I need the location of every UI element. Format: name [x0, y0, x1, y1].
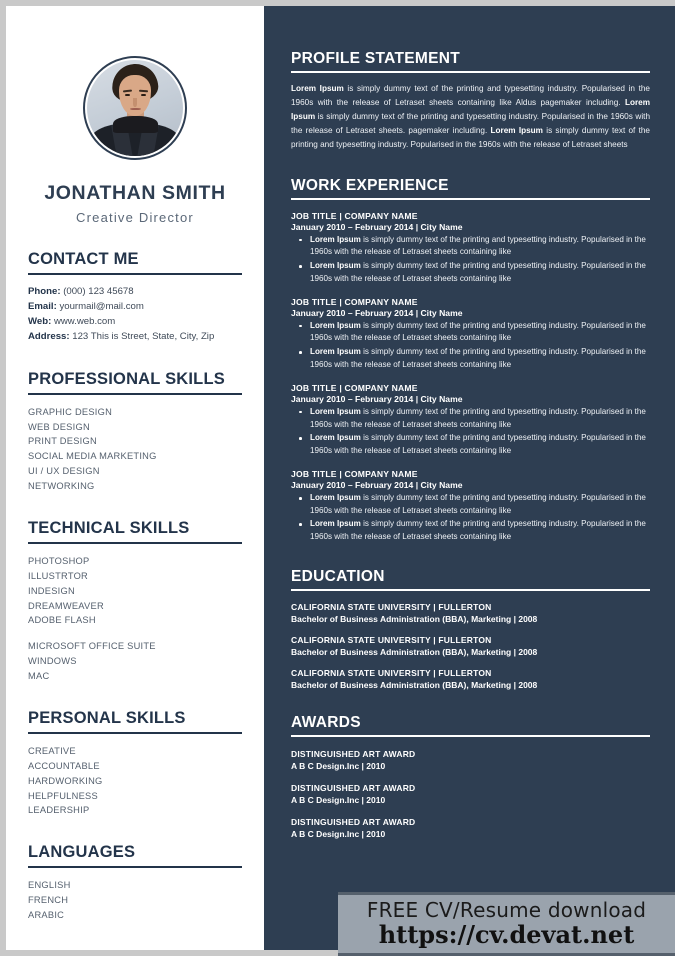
list-item: ARABIC: [28, 910, 65, 920]
watermark-tagline: FREE CV/Resume download: [366, 898, 647, 923]
personal-skills-list: [28, 744, 242, 818]
education-entry: [291, 668, 650, 690]
bullet-text: is simply dummy text of the printing and typesetting industry. Popularised in the 1960s with the release of Letraset sheets containing like: [310, 406, 646, 429]
bullet-lead: Lorem Ipsum: [310, 261, 361, 271]
contact-value-phone: (000) 123 45678: [63, 286, 134, 297]
list-item: DREAMWEAVER: [28, 600, 104, 611]
job-title: JOB TITLE | COMPANY NAME: [291, 210, 418, 221]
bullet-text: is simply dummy text of the printing and typesetting industry. Popularised in the 1960s with the release of Letraset sheets containing like: [310, 234, 646, 257]
portrait-collar: [113, 116, 158, 133]
list-item: [291, 320, 650, 346]
bullet-lead: Lorem Ipsum: [310, 519, 361, 529]
contact-row-web: [28, 314, 242, 329]
list-item: ACCOUNTABLE: [28, 760, 100, 771]
bullet-text: is simply dummy text of the printing and typesetting industry. Popularised in the 1960s with the release of Letraset sheets containing like: [310, 261, 646, 283]
languages-list: [28, 878, 242, 923]
education-school: CALIFORNIA STATE UNIVERSITY | FULLERTON: [291, 635, 492, 646]
sidebar: [6, 6, 264, 950]
list-item: ILLUSTRTOR: [28, 570, 89, 581]
bullet-text: is simply dummy text of the printing and typesetting industry. Popularised in the 1960s with the release of Letraset sheets containing like: [310, 492, 646, 515]
work-entry: [291, 211, 650, 286]
list-item: LEADERSHIP: [28, 805, 90, 816]
job-bullets: [291, 234, 650, 286]
education-entry: [291, 602, 650, 624]
profile-lead-2: Lorem Ipsum: [291, 98, 650, 122]
job-meta: January 2010 – February 2014 | City Name: [291, 221, 463, 232]
award-name: DISTINGUISHED ART AWARD: [291, 783, 416, 794]
job-meta: January 2010 – February 2014 | City Name: [291, 307, 463, 318]
bullet-text: is simply dummy text of the printing and typesetting industry. Popularised in the 1960s with the release of Letraset sheets containing like: [310, 433, 646, 456]
list-item: NETWORKING: [28, 481, 95, 491]
job-title: JOB TITLE | COMPANY NAME: [291, 468, 418, 479]
professional-skills-list: [28, 405, 242, 494]
list-item: ENGLISH: [28, 880, 71, 891]
list-item: HARDWORKING: [28, 775, 103, 786]
list-item: GRAPHIC DESIGN: [28, 406, 113, 417]
main-content: [264, 6, 675, 950]
portrait-nose: [133, 98, 137, 107]
bullet-text: is simply dummy text of the printing and typesetting industry. Popularised in the 1960s with the release of Letraset sheets containing like: [310, 320, 646, 343]
list-item: [291, 234, 650, 260]
award-name: DISTINGUISHED ART AWARD: [291, 817, 416, 828]
bullet-lead: Lorem Ipsum: [310, 234, 361, 244]
award-org: A B C Design.Inc | 2010: [291, 795, 386, 806]
profile-statement-text: [291, 82, 650, 153]
section-heading-education: EDUCATION: [291, 568, 650, 591]
education-school: CALIFORNIA STATE UNIVERSITY | FULLERTON: [291, 668, 492, 679]
list-item: FRENCH: [28, 895, 69, 906]
contact-value-email: yourmail@mail.com: [59, 301, 144, 313]
list-item: WINDOWS: [28, 656, 77, 667]
award-org: A B C Design.Inc | 2010: [291, 761, 386, 772]
list-item: CREATIVE: [28, 745, 76, 756]
award-name: DISTINGUISHED ART AWARD: [291, 749, 416, 760]
work-entry: [291, 297, 650, 372]
job-meta: January 2010 – February 2014 | City Name: [291, 479, 463, 490]
award-entry: [291, 783, 650, 805]
technical-skills-list: [28, 554, 242, 684]
section-heading-profile: PROFILE STATEMENT: [291, 50, 650, 73]
list-item: INDESIGN: [28, 585, 75, 596]
contact-value-web: www.web.com: [53, 316, 116, 328]
list-item: [291, 518, 650, 544]
job-bullets: [291, 320, 650, 372]
list-group-gap: [28, 628, 242, 639]
education-degree: Bachelor of Business Administration (BBA), Marketing | 2008: [291, 680, 538, 691]
bullet-lead: Lorem Ipsum: [310, 406, 361, 416]
profile-body-1: is simply dummy text of the printing and typesetting industry. Popularised in the 1960s with the release of Letraset sheets containing like Aldus pagemaker including.: [291, 84, 650, 108]
job-title: JOB TITLE | COMPANY NAME: [291, 296, 418, 307]
list-item: MAC: [28, 671, 50, 681]
contact-value-address: 123 This is Street, State, City, Zip: [72, 331, 215, 343]
bullet-text: is simply dummy text of the printing and typesetting industry. Popularised in the 1960s with the release of Letraset sheets containing like: [310, 519, 646, 542]
list-item: WEB DESIGN: [28, 421, 90, 432]
profile-lead-3: Lorem Ipsum: [490, 126, 543, 136]
list-item: PRINT DESIGN: [28, 436, 97, 447]
watermark-banner: [338, 892, 675, 956]
section-heading-work-experience: WORK EXPERIENCE: [291, 177, 650, 200]
avatar: [83, 56, 187, 160]
list-item: UI / UX DESIGN: [28, 466, 100, 477]
section-heading-personal-skills: PERSONAL SKILLS: [28, 709, 242, 734]
education-degree: Bachelor of Business Administration (BBA), Marketing | 2008: [291, 614, 538, 625]
section-heading-technical-skills: TECHNICAL SKILLS: [28, 519, 242, 544]
list-item: [291, 432, 650, 458]
contact-label-web: Web:: [28, 316, 52, 328]
award-org: A B C Design.Inc | 2010: [291, 829, 386, 840]
bullet-lead: Lorem Ipsum: [310, 320, 361, 330]
section-heading-languages: LANGUAGES: [28, 843, 242, 868]
job-bullets: [291, 492, 650, 544]
list-item: [291, 492, 650, 518]
award-entry: [291, 817, 650, 839]
contact-row-email: [28, 299, 242, 314]
list-item: ADOBE FLASH: [28, 615, 96, 626]
avatar-photo: [87, 60, 183, 156]
education-school: CALIFORNIA STATE UNIVERSITY | FULLERTON: [291, 602, 492, 613]
section-heading-awards: AWARDS: [291, 714, 650, 737]
award-entry: [291, 749, 650, 771]
profile-body-3: is simply dummy text of the printing and typesetting industry. Popularised in the 1960s with the release of Letraset sheets: [291, 126, 650, 150]
list-item: HELPFULNESS: [28, 790, 98, 801]
contact-row-phone: [28, 284, 242, 299]
bullet-lead: Lorem Ipsum: [310, 433, 361, 443]
section-heading-professional-skills: PROFESSIONAL SKILLS: [28, 370, 242, 395]
list-item: MICROSOFT OFFICE SUITE: [28, 641, 156, 652]
watermark-url: https://cv.devat.net: [378, 920, 635, 950]
work-entry: [291, 383, 650, 458]
contact-label-phone: Phone:: [28, 286, 61, 297]
list-item: [291, 260, 650, 286]
avatar-container: [28, 56, 242, 160]
candidate-name: JONATHAN SMITH: [44, 182, 226, 204]
contact-list: [28, 284, 242, 345]
contact-row-address: [28, 329, 242, 344]
candidate-role: Creative Director: [76, 210, 194, 225]
contact-label-email: Email:: [28, 301, 57, 313]
job-bullets: [291, 406, 650, 458]
list-item: [291, 346, 650, 372]
work-entry: [291, 469, 650, 544]
bullet-text: is simply dummy text of the printing and typesetting industry. Popularised in the 1960s with the release of Letraset sheets containing like: [310, 347, 646, 370]
contact-label-address: Address:: [28, 331, 70, 343]
list-item: SOCIAL MEDIA MARKETING: [28, 451, 157, 462]
list-item: [291, 406, 650, 432]
section-heading-contact: CONTACT ME: [28, 250, 242, 275]
profile-body-2: is simply dummy text of the printing and typesetting industry. Popularised in the 1960s with the release of Letraset sheets. pagemaker including.: [291, 112, 650, 136]
bullet-lead: Lorem Ipsum: [310, 492, 361, 502]
resume-page: [6, 6, 675, 950]
education-entry: [291, 635, 650, 657]
profile-lead-1: Lorem Ipsum: [291, 84, 344, 93]
list-item: PHOTOSHOP: [28, 555, 90, 566]
bullet-lead: Lorem Ipsum: [310, 347, 361, 357]
education-degree: Bachelor of Business Administration (BBA), Marketing | 2008: [291, 647, 538, 658]
job-title: JOB TITLE | COMPANY NAME: [291, 382, 418, 393]
job-meta: January 2010 – February 2014 | City Name: [291, 393, 463, 404]
